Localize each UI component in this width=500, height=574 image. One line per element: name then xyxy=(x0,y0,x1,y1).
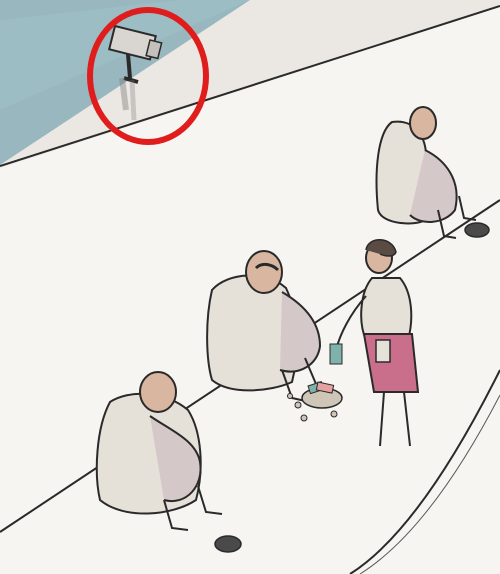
curb-line-bottom xyxy=(350,370,500,574)
hat-right-icon xyxy=(465,223,489,237)
beggar-center-figure xyxy=(207,251,342,421)
beggar-right-figure xyxy=(377,107,489,238)
hat-left-icon xyxy=(215,536,241,552)
money-pile-icon xyxy=(288,382,343,421)
beggar-left-figure xyxy=(97,372,241,552)
woman-figure xyxy=(330,240,418,446)
handbag-icon xyxy=(376,340,390,362)
banknote-icon xyxy=(330,344,342,364)
